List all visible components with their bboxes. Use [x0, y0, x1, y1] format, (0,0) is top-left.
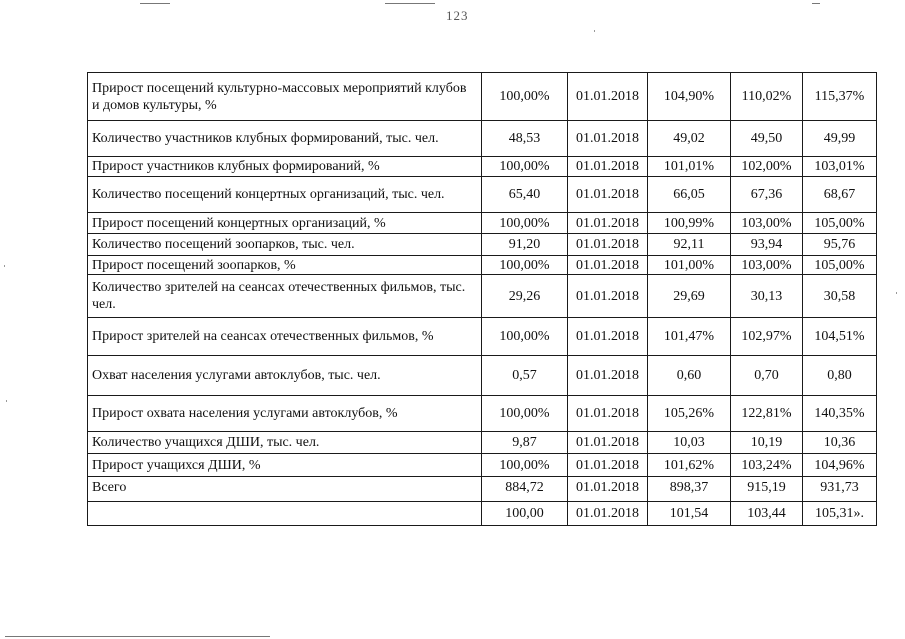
value-col-1: 0,60: [648, 356, 731, 396]
value-col-3: 95,76: [803, 234, 877, 256]
base-value: 48,53: [482, 121, 568, 157]
base-value: 65,40: [482, 177, 568, 213]
indicator-name: Прирост учащихся ДШИ, %: [88, 454, 482, 477]
table-row-total-percent: [88, 502, 877, 526]
value-col-2: 49,50: [731, 121, 803, 157]
scan-artifact: [6, 400, 7, 402]
indicator-name: Прирост посещений зоопарков, %: [88, 256, 482, 275]
value-col-3: 30,58: [803, 275, 877, 318]
base-date: 01.01.2018: [568, 454, 648, 477]
value-col-2: 110,02%: [731, 73, 803, 121]
value-col-2: 93,94: [731, 234, 803, 256]
table-row: [88, 177, 877, 213]
value-col-2: 67,36: [731, 177, 803, 213]
base-value: 91,20: [482, 234, 568, 256]
table-row: [88, 256, 877, 275]
value-col-1: 29,69: [648, 275, 731, 318]
value-col-2: 103,24%: [731, 454, 803, 477]
value-col-3: 104,96%: [803, 454, 877, 477]
value-col-3: 140,35%: [803, 396, 877, 432]
value-col-1: 101,62%: [648, 454, 731, 477]
value-col-3: 115,37%: [803, 73, 877, 121]
value-col-2: 103,44: [731, 502, 803, 526]
base-date: 01.01.2018: [568, 256, 648, 275]
value-col-1: 105,26%: [648, 396, 731, 432]
indicator-name: Охват населения услугами автоклубов, тыс. чел.: [88, 356, 482, 396]
base-date: 01.01.2018: [568, 234, 648, 256]
table-row: [88, 213, 877, 234]
value-col-1: 101,01%: [648, 157, 731, 177]
indicator-name: Количество зрителей на сеансах отечественных фильмов, тыс. чел.: [88, 275, 482, 318]
indicator-name: Всего: [88, 477, 482, 502]
base-value: 29,26: [482, 275, 568, 318]
base-value: 0,57: [482, 356, 568, 396]
value-col-2: 122,81%: [731, 396, 803, 432]
value-col-2: 10,19: [731, 432, 803, 454]
table-row: [88, 356, 877, 396]
value-col-3: 0,80: [803, 356, 877, 396]
value-col-3: 104,51%: [803, 318, 877, 356]
value-col-1: 101,54: [648, 502, 731, 526]
base-date: 01.01.2018: [568, 213, 648, 234]
base-date: 01.01.2018: [568, 396, 648, 432]
base-value: 100,00: [482, 502, 568, 526]
base-date: 01.01.2018: [568, 356, 648, 396]
indicator-name: Количество посещений зоопарков, тыс. чел.: [88, 234, 482, 256]
indicator-name: Прирост охвата населения услугами автоклубов, %: [88, 396, 482, 432]
indicator-name: Количество участников клубных формирований, тыс. чел.: [88, 121, 482, 157]
base-value: 100,00%: [482, 213, 568, 234]
base-date: 01.01.2018: [568, 318, 648, 356]
scan-artifact: [385, 3, 435, 4]
table-row-total: [88, 477, 877, 502]
indicator-name: [88, 502, 482, 526]
indicator-name: Прирост посещений культурно-массовых мероприятий клубов и домов культуры, %: [88, 73, 482, 121]
value-col-1: 49,02: [648, 121, 731, 157]
page-number: 123: [446, 8, 469, 23]
base-value: 100,00%: [482, 256, 568, 275]
table-row: [88, 234, 877, 256]
scan-artifact: [896, 292, 897, 294]
scan-artifact: [812, 3, 820, 4]
base-date: 01.01.2018: [568, 177, 648, 213]
scan-artifact: [594, 30, 595, 32]
value-col-1: 104,90%: [648, 73, 731, 121]
table-row: [88, 157, 877, 177]
value-col-2: 915,19: [731, 477, 803, 502]
value-col-2: 103,00%: [731, 213, 803, 234]
value-col-1: 101,00%: [648, 256, 731, 275]
value-col-3: 105,00%: [803, 213, 877, 234]
value-col-2: 30,13: [731, 275, 803, 318]
table-row: [88, 121, 877, 157]
base-value: 884,72: [482, 477, 568, 502]
value-col-2: 102,97%: [731, 318, 803, 356]
indicator-name: Прирост участников клубных формирований, %: [88, 157, 482, 177]
table-row: [88, 318, 877, 356]
base-value: 100,00%: [482, 73, 568, 121]
table-row: [88, 396, 877, 432]
indicator-name: Количество посещений концертных организаций, тыс. чел.: [88, 177, 482, 213]
base-value: 100,00%: [482, 318, 568, 356]
value-col-3: 105,00%: [803, 256, 877, 275]
value-col-2: 103,00%: [731, 256, 803, 275]
base-value: 100,00%: [482, 396, 568, 432]
value-col-1: 898,37: [648, 477, 731, 502]
scan-artifact: [5, 636, 270, 637]
value-col-2: 102,00%: [731, 157, 803, 177]
value-col-1: 66,05: [648, 177, 731, 213]
value-col-3: 931,73: [803, 477, 877, 502]
value-col-1: 100,99%: [648, 213, 731, 234]
value-col-1: 10,03: [648, 432, 731, 454]
value-col-3: 68,67: [803, 177, 877, 213]
table-row: [88, 432, 877, 454]
value-col-3: 10,36: [803, 432, 877, 454]
value-col-2: 0,70: [731, 356, 803, 396]
base-value: 9,87: [482, 432, 568, 454]
value-col-3: 103,01%: [803, 157, 877, 177]
scan-artifact: [140, 3, 170, 4]
table-row: [88, 275, 877, 318]
indicator-name: Прирост посещений концертных организаций, %: [88, 213, 482, 234]
base-date: 01.01.2018: [568, 477, 648, 502]
base-date: 01.01.2018: [568, 121, 648, 157]
base-date: 01.01.2018: [568, 73, 648, 121]
base-date: 01.01.2018: [568, 502, 648, 526]
table-row: [88, 73, 877, 121]
value-col-3: 49,99: [803, 121, 877, 157]
base-value: 100,00%: [482, 157, 568, 177]
indicator-name: Прирост зрителей на сеансах отечественных фильмов, %: [88, 318, 482, 356]
base-value: 100,00%: [482, 454, 568, 477]
scan-artifact: [4, 265, 5, 267]
indicator-name: Количество учащихся ДШИ, тыс. чел.: [88, 432, 482, 454]
base-date: 01.01.2018: [568, 275, 648, 318]
indicators-table: [87, 72, 877, 526]
value-col-1: 101,47%: [648, 318, 731, 356]
table-row: [88, 454, 877, 477]
base-date: 01.01.2018: [568, 432, 648, 454]
value-col-3: 105,31».: [803, 502, 877, 526]
base-date: 01.01.2018: [568, 157, 648, 177]
value-col-1: 92,11: [648, 234, 731, 256]
